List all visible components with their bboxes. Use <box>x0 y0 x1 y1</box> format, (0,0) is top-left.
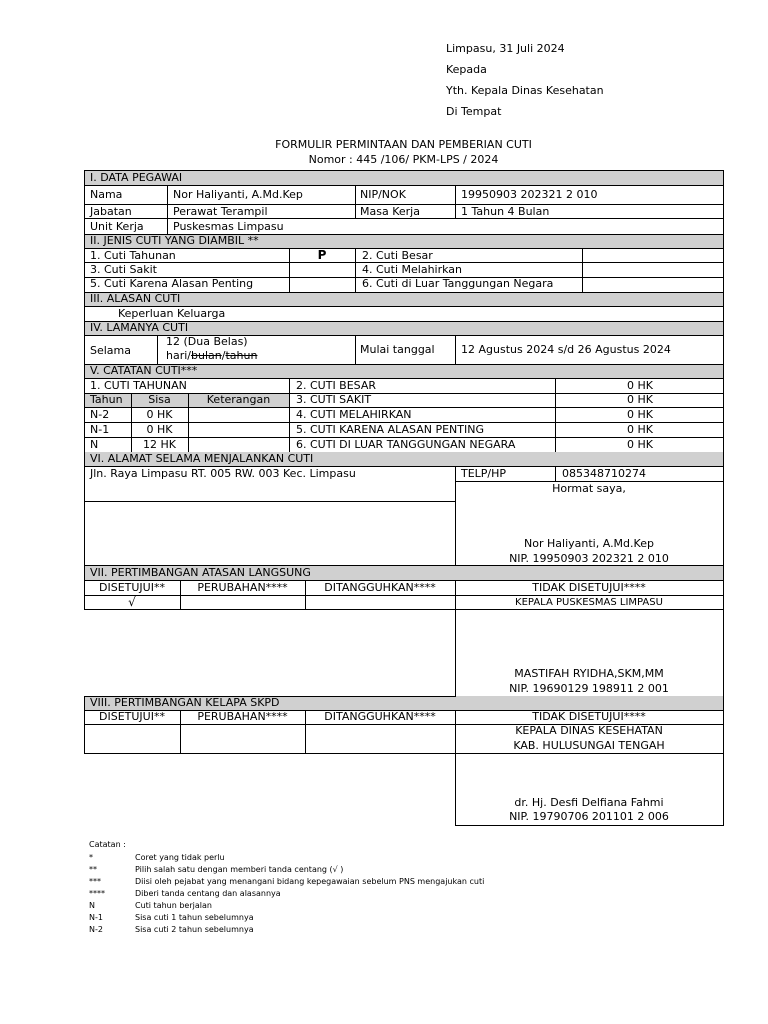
masa-kerja-label: Masa Kerja <box>360 205 420 218</box>
note-symbol: N-1 <box>89 913 103 922</box>
section-2-title: II. JENIS CUTI YANG DIAMBIL ** <box>90 234 259 247</box>
recipient: Yth. Kepala Dinas Kesehatan <box>446 84 604 97</box>
notes-title: Catatan : <box>89 840 126 849</box>
section-6-title: VI. ALAMAT SELAMA MENJALANKAN CUTI <box>90 452 314 465</box>
leave-type-sick: 3. Cuti Sakit <box>90 263 157 276</box>
closing-text: Hormat saya, <box>552 482 626 495</box>
nama-value: Nor Haliyanti, A.Md.Kep <box>173 188 303 201</box>
leave-record-value: 0 HK <box>627 438 653 451</box>
nip-label: NIP/NOK <box>360 188 406 201</box>
changes-col: PERUBAHAN**** <box>197 581 288 594</box>
note-symbol: N <box>89 901 95 910</box>
col-keterangan: Keterangan <box>206 393 271 406</box>
leave-type-maternity: 4. Cuti Melahirkan <box>362 263 463 276</box>
jabatan-value: Perawat Terampil <box>173 205 268 218</box>
section-7-title: VII. PERTIMBANGAN ATASAN LANGSUNG <box>90 566 311 579</box>
leave-record-label: 3. CUTI SAKIT <box>296 393 372 406</box>
annual-leave-head: 1. CUTI TAHUNAN <box>90 379 187 392</box>
balance-year: N-2 <box>90 408 110 421</box>
leave-reason: Keperluan Keluarga <box>118 307 226 320</box>
selected-mark: P <box>317 248 327 262</box>
phone-value: 085348710274 <box>562 467 646 480</box>
leave-address: Jln. Raya Limpasu RT. 005 RW. 003 Kec. Limpasu <box>90 467 356 480</box>
changes-col: PERUBAHAN**** <box>197 710 288 723</box>
nama-label: Nama <box>90 188 123 201</box>
note-symbol: * <box>89 853 93 862</box>
section-3-title: III. ALASAN CUTI <box>90 292 181 305</box>
leave-type-important: 5. Cuti Karena Alasan Penting <box>90 277 254 290</box>
leave-record-label: 2. CUTI BESAR <box>296 379 377 392</box>
unit-kerja-value: Puskesmas Limpasu <box>173 220 284 233</box>
place-date: Limpasu, 31 Juli 2024 <box>446 42 565 55</box>
approved-col: DISETUJUI** <box>99 581 165 594</box>
balance-year: N <box>90 438 99 451</box>
leave-record-value: 0 HK <box>627 379 653 392</box>
note-text: Sisa cuti 2 tahun sebelumnya <box>135 925 254 934</box>
unit-kerja-label: Unit Kerja <box>90 220 144 233</box>
leave-record-value: 0 HK <box>627 423 653 436</box>
col-sisa: Sisa <box>148 393 171 406</box>
check-mark-icon: √ <box>128 595 136 609</box>
form-number: Nomor : 445 /106/ PKM-LPS / 2024 <box>308 153 499 166</box>
head-office-nip: NIP. 19790706 201101 2 006 <box>509 810 669 823</box>
leave-type-long: 2. Cuti Besar <box>362 249 433 262</box>
duration-unit: hari/bulan/tahun <box>166 349 258 362</box>
leave-type-unpaid: 6. Cuti di Luar Tanggungan Negara <box>362 277 554 290</box>
duration-value: 12 (Dua Belas) <box>166 335 248 348</box>
start-date-value: 12 Agustus 2024 s/d 26 Agustus 2024 <box>461 343 671 356</box>
to-label: Kepada <box>446 63 487 76</box>
duration-label: Selama <box>90 344 132 357</box>
rejected-col: TIDAK DISETUJUI**** <box>532 581 646 594</box>
supervisor-nip: NIP. 19690129 198911 2 001 <box>509 682 669 695</box>
balance-value: 12 HK <box>143 438 176 451</box>
note-text: Coret yang tidak perlu <box>135 853 225 862</box>
balance-value: 0 HK <box>146 408 173 421</box>
note-text: Diberi tanda centang dan alasannya <box>135 889 281 898</box>
postponed-col: DITANGGUHKAN**** <box>324 581 436 594</box>
postponed-col: DITANGGUHKAN**** <box>324 710 436 723</box>
jabatan-label: Jabatan <box>90 205 132 218</box>
note-text: Sisa cuti 1 tahun sebelumnya <box>135 913 254 922</box>
applicant-name: Nor Haliyanti, A.Md.Kep <box>524 537 654 550</box>
note-text: Pilih salah satu dengan memberi tanda centang (√ ) <box>135 865 344 874</box>
leave-record-label: 5. CUTI KARENA ALASAN PENTING <box>296 423 484 436</box>
note-symbol: N-2 <box>89 925 103 934</box>
note-symbol: *** <box>89 877 101 886</box>
section-1-title: I. DATA PEGAWAI <box>90 171 183 184</box>
head-office-name: dr. Hj. Desfi Delfiana Fahmi <box>514 796 664 809</box>
section-8-title: VIII. PERTIMBANGAN KELAPA SKPD <box>90 696 280 709</box>
balance-year: N-1 <box>90 423 110 436</box>
leave-type-annual: 1. Cuti Tahunan <box>90 249 176 262</box>
leave-record-label: 4. CUTI MELAHIRKAN <box>296 408 412 421</box>
start-date-label: Mulai tanggal <box>360 343 435 356</box>
section-4-title: IV. LAMANYA CUTI <box>90 321 189 334</box>
note-text: Cuti tahun berjalan <box>135 901 212 910</box>
nip-value: 19950903 202321 2 010 <box>461 188 598 201</box>
balance-value: 0 HK <box>146 423 173 436</box>
applicant-nip: NIP. 19950903 202321 2 010 <box>509 552 669 565</box>
leave-record-label: 6. CUTI DI LUAR TANGGUNGAN NEGARA <box>296 438 516 451</box>
recipient-location: Di Tempat <box>446 105 502 118</box>
supervisor-name: MASTIFAH RYIDHA,SKM,MM <box>514 667 664 680</box>
supervisor-title: KEPALA PUSKESMAS LIMPASU <box>515 597 663 608</box>
head-office-title: KEPALA DINAS KESEHATAN <box>515 724 663 737</box>
head-office-region: KAB. HULUSUNGAI TENGAH <box>513 739 665 752</box>
leave-record-value: 0 HK <box>627 408 653 421</box>
note-text: Diisi oleh pejabat yang menangani bidang kepegawaian sebelum PNS mengajukan cuti <box>135 877 485 886</box>
note-symbol: ** <box>89 865 97 874</box>
approved-col: DISETUJUI** <box>99 710 165 723</box>
section-5-title: V. CATATAN CUTI*** <box>90 364 198 377</box>
phone-label: TELP/HP <box>461 467 507 480</box>
leave-record-value: 0 HK <box>627 393 653 406</box>
col-tahun: Tahun <box>90 393 123 406</box>
rejected-col: TIDAK DISETUJUI**** <box>532 710 646 723</box>
masa-kerja-value: 1 Tahun 4 Bulan <box>461 205 550 218</box>
note-symbol: **** <box>89 889 105 898</box>
form-title: FORMULIR PERMINTAAN DAN PEMBERIAN CUTI <box>275 138 532 151</box>
